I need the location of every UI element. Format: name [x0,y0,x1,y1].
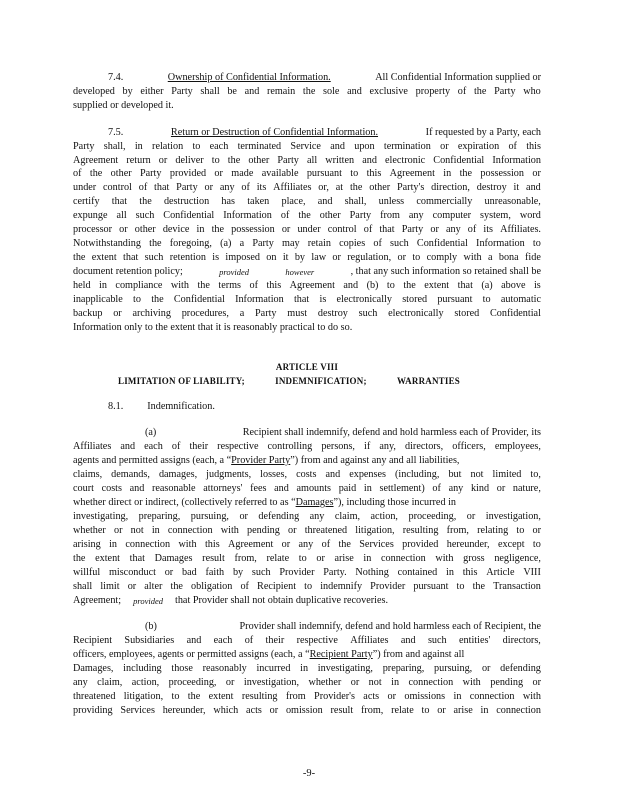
para-a-text: that Provider shall not obtain duplicative recoveries. [175,595,389,606]
para-a-line-6 [73,497,541,509]
sec-8-1-title: Indemnification. [147,401,215,412]
recipient-party-term: Recipient Party [309,649,373,660]
provider-party-term: Provider Party [231,455,291,466]
sec-7-4-line-2: developed by either Party shall be and remain the sole and exclusive property of the Party who [73,86,541,97]
para-b-line-1 [145,621,541,633]
para-a-line: whether or not in connection with pending or threatened litigation, resulting from, relating to or [73,525,541,536]
sec-7-5-line: processor or other device in the possession or under control of that Party or any of its Affiliates. [73,224,541,235]
heading-limitation: LIMITATION OF LIABILITY; [118,376,245,386]
para-a-text: ”) from and against any and all liabilities, [290,455,460,466]
para-a-text: Agreement; [73,595,122,606]
para-b-line: any claim, action, proceeding, or investigation, whether or not in connection with pending or [73,677,541,688]
sec-7-5-line: Party shall, in relation to each terminated Service and upon termination or expiration of this [73,141,541,152]
sec-7-5-line: Notwithstanding the foregoing, (a) a Party may retain copies of such Confidential Information to [73,238,541,249]
damages-term: Damages [295,497,334,508]
para-a-line-1 [145,427,541,439]
para-a-line: willful misconduct or bad faith by such Provider Party. Nothing contained in this Article VIII [73,567,541,578]
para-b-label: (b) [145,621,157,632]
heading-indemnification: INDEMNIFICATION; [275,376,367,386]
sec-7-5-line: under control of that Party or any of its Affiliates or, at the other Party's direction, destroy it and [73,182,541,193]
sec-7-5-line: of the other Party provided or made available pursuant to this Agreement in the possession or [73,168,541,179]
para-b-line: providing Services hereunder, which acts or omission result from, relate to or arise in connection [73,705,541,716]
sec-8-1-number: 8.1. [108,401,124,412]
article-heading [118,375,460,387]
para-a-text: agents and permitted assigns (each, a “ [73,455,232,466]
sec-7-4-text-1: All Confidential Information supplied or [375,72,541,83]
sec-7-5-text: document retention policy; [73,266,183,277]
sec-7-4-line-1 [108,72,541,84]
page-number: -9- [302,768,316,779]
para-a-line: shall limit or alter the obligation of Recipient to indemnify Provider pursuant to the Transaction [73,581,541,592]
para-a-label: (a) [145,427,157,438]
sec-7-5-text-1: If requested by a Party, each [425,127,541,138]
provided-term: provided [133,596,163,606]
provided-term: provided [219,267,250,277]
sec-7-4-title: Ownership of Confidential Information. [167,72,331,83]
heading-warranties: WARRANTIES [396,376,460,386]
para-a-line: investigating, preparing, pursuing, or defending any claim, action, proceeding, or investigation, [73,511,541,522]
sec-7-5-line: inapplicable to the Confidential Information that is electronically stored pursuant to automatic [73,294,541,305]
para-b-text: ”) from and against all [372,649,465,660]
para-a-line-last [73,595,541,607]
para-b-line: threatened litigation, to the extent resulting from Provider's acts or omissions in connection with [73,691,541,702]
para-b-text: Provider shall indemnify, defend and hold harmless each of Recipient, the [239,621,541,632]
sec-7-5-line: held in compliance with the terms of this Agreement and (b) to the extent that (a) above is [73,280,541,291]
para-a-line: the extent that Damages result from, relate to or arise in connection with gross negligence, [73,553,541,564]
sec-7-5-number: 7.5. [108,127,124,138]
para-a-text: whether direct or indirect, (collectively referred to as “ [73,497,296,508]
sec-7-5-line-11 [73,266,541,278]
sec-7-5-line: Agreement return or deliver to the other Party all written and electronic Confidential Information [73,155,541,166]
however-term: however [285,267,315,277]
sec-7-5-line-1 [108,127,541,139]
para-b-text: officers, employees, agents or permitted assigns (each, a “ [73,649,310,660]
sec-7-5-line-last: Information only to the extent that it is reasonably practical to do so. [73,322,353,333]
sec-7-4-number: 7.4. [108,72,124,83]
para-a-line-3 [73,455,541,467]
para-a-text: Recipient shall indemnify, defend and hold harmless each of Provider, its [242,427,541,438]
para-a-line-4: claims, demands, damages, judgments, losses, costs and expenses (including, but not limited to, [73,469,541,480]
sec-7-5-line: certify that the destruction has taken place, and shall, unless commercially unreasonable, [73,196,541,207]
sec-7-5-line: the extent that such retention is imposed on it by law or regulation, or to comply with a bona fide [73,252,541,263]
para-a-line-5: court costs and reasonable attorneys' fees and amounts paid in settlement) of any kind or nature, [73,483,541,494]
para-b-line-2: Recipient Subsidiaries and each of their respective Affiliates and such entities' directors, [73,635,541,646]
sec-8-1-heading [108,401,541,413]
para-b-line: Damages, including those reasonably incurred in investigating, preparing, pursuing, or defending [73,663,541,674]
sec-7-5-title: Return or Destruction of Confidential Information. [170,127,379,138]
para-a-line-2: Affiliates and each of their respective controlling persons, if any, directors, officers, employees, [73,441,541,452]
sec-7-5-line: expunge all such Confidential Information of the other Party from any computer system, word [73,210,541,221]
sec-7-5-text: , that any such information so retained shall be [350,266,541,277]
para-a-text: ”), including those incurred in [333,497,457,508]
para-b-line-3 [73,649,541,661]
para-a-line: arising in connection with this Agreement or any of the Services provided hereunder, except to [73,539,541,550]
sec-7-4-line-3: supplied or developed it. [73,100,174,111]
article-title: ARTICLE VIII [275,362,339,372]
sec-7-5-line: backup or archiving procedures, a Party must destroy such electronically stored Confidential [73,308,541,319]
